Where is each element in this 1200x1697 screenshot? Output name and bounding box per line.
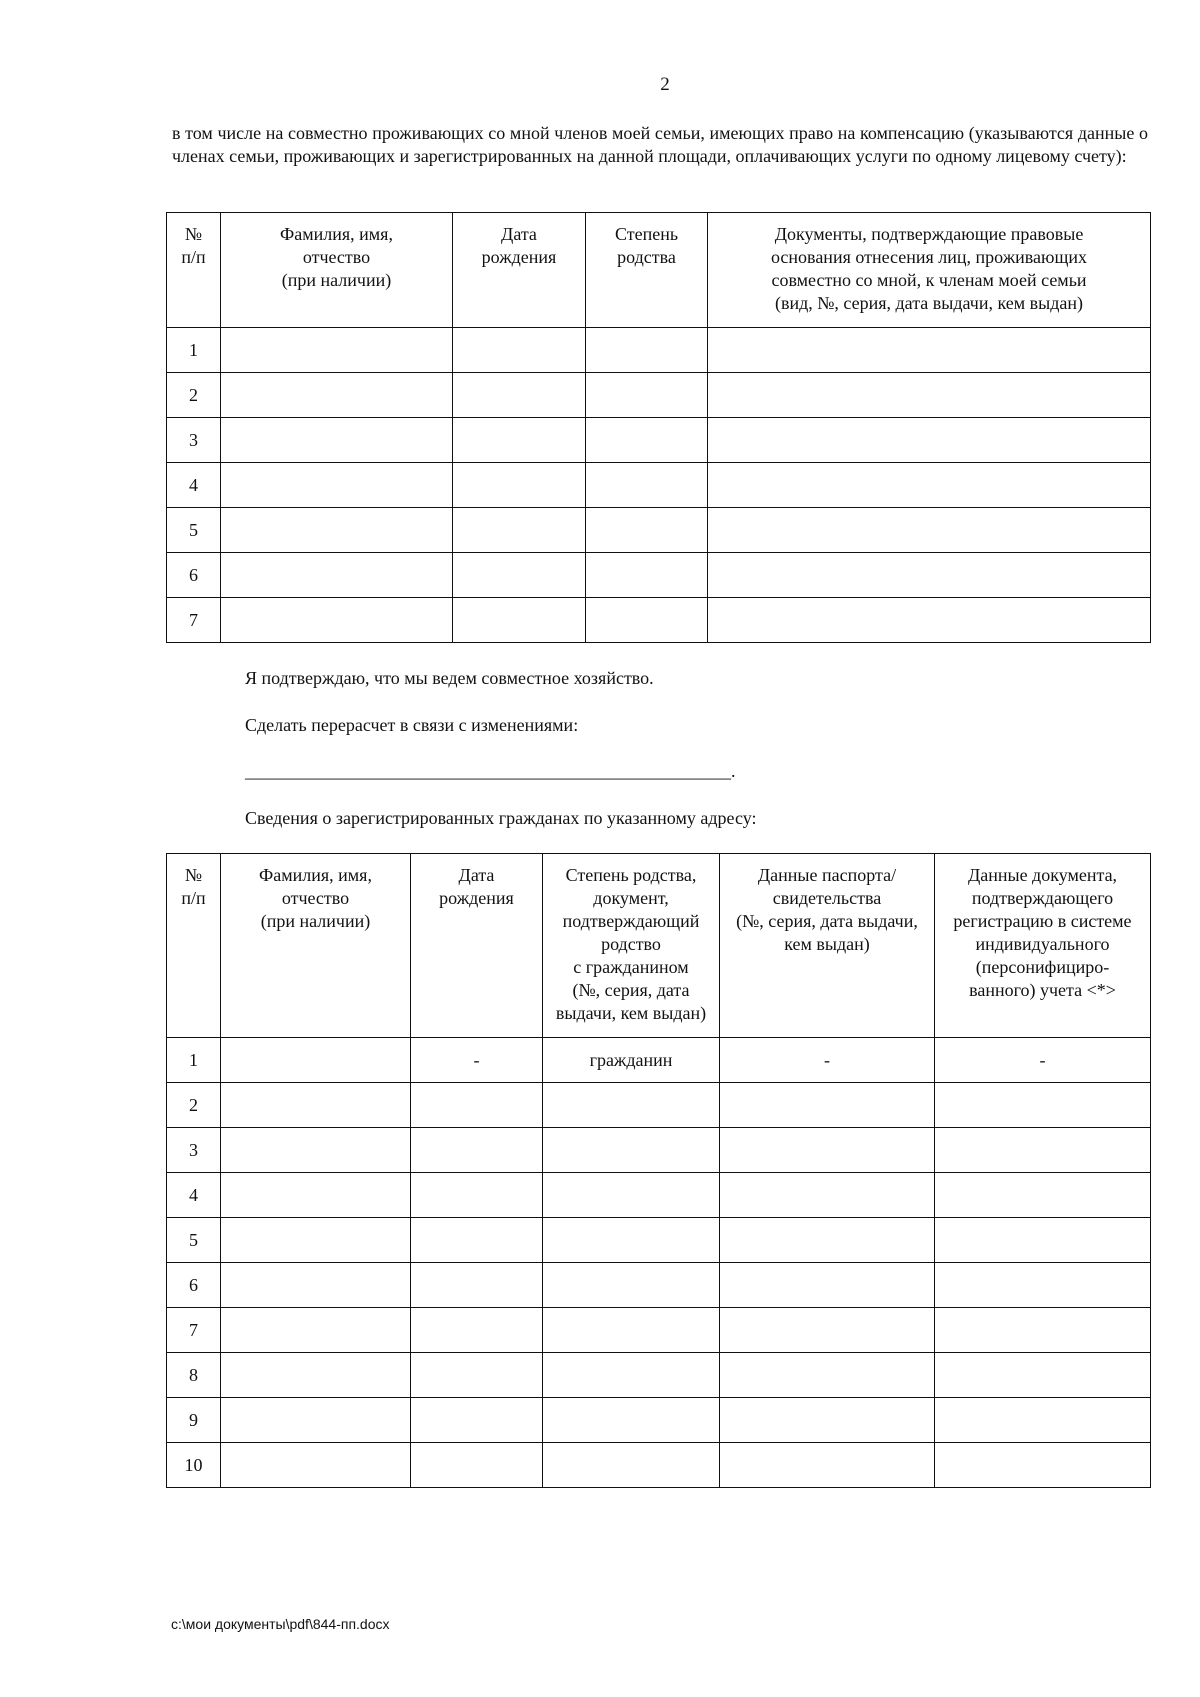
passport-cell[interactable] xyxy=(720,1173,935,1218)
passport-cell[interactable] xyxy=(720,1083,935,1128)
col-name-header: Фамилия, имя, отчество (при наличии) xyxy=(221,854,411,1038)
name-cell[interactable] xyxy=(221,508,453,553)
name-cell[interactable] xyxy=(221,373,453,418)
kinship-cell: гражданин xyxy=(543,1038,720,1083)
name-cell[interactable] xyxy=(221,553,453,598)
birthdate-cell[interactable] xyxy=(453,553,586,598)
kinship-cell[interactable] xyxy=(586,598,708,643)
passport-cell[interactable] xyxy=(720,1218,935,1263)
name-cell[interactable] xyxy=(221,1263,411,1308)
kinship-cell[interactable] xyxy=(543,1263,720,1308)
registered-citizens-label: Сведения о зарегистрированных гражданах по указанному адресу: xyxy=(245,808,757,828)
kinship-cell[interactable] xyxy=(543,1443,720,1488)
registration-doc-cell[interactable] xyxy=(935,1443,1151,1488)
birthdate-cell[interactable] xyxy=(453,508,586,553)
registration-doc-cell[interactable] xyxy=(935,1353,1151,1398)
passport-cell[interactable] xyxy=(720,1353,935,1398)
footer-file-path: c:\мои документы\pdf\844-пп.docx xyxy=(171,1616,390,1632)
birthdate-cell[interactable] xyxy=(453,598,586,643)
name-cell[interactable] xyxy=(221,1443,411,1488)
registration-doc-cell[interactable] xyxy=(935,1263,1151,1308)
row-number: 1 xyxy=(167,1038,221,1083)
passport-cell[interactable] xyxy=(720,1263,935,1308)
name-cell[interactable] xyxy=(221,1308,411,1353)
row-number: 7 xyxy=(167,598,221,643)
table-row xyxy=(167,1398,1151,1443)
row-number: 5 xyxy=(167,508,221,553)
col-number-header: № п/п xyxy=(167,854,221,1038)
kinship-cell[interactable] xyxy=(586,373,708,418)
kinship-cell[interactable] xyxy=(586,463,708,508)
name-cell[interactable] xyxy=(221,1173,411,1218)
table-row xyxy=(167,553,1151,598)
table-row xyxy=(167,1128,1151,1173)
birthdate-cell[interactable] xyxy=(453,328,586,373)
table-row xyxy=(167,463,1151,508)
birthdate-cell[interactable] xyxy=(411,1128,543,1173)
birthdate-cell[interactable] xyxy=(411,1083,543,1128)
kinship-cell[interactable] xyxy=(586,328,708,373)
birthdate-cell[interactable] xyxy=(453,463,586,508)
registration-doc-cell[interactable] xyxy=(935,1083,1151,1128)
name-cell[interactable] xyxy=(221,598,453,643)
passport-cell[interactable] xyxy=(720,1443,935,1488)
birthdate-cell[interactable] xyxy=(411,1398,543,1443)
row-number: 10 xyxy=(167,1443,221,1488)
household-statement: Я подтверждаю, что мы ведем совместное хозяйство. xyxy=(245,668,654,688)
kinship-cell[interactable] xyxy=(586,508,708,553)
registration-doc-cell[interactable] xyxy=(935,1308,1151,1353)
col-number-header: № п/п xyxy=(167,213,221,328)
col-registration-doc-header: Данные документа, подтверждающего регистрацию в системе индивидуального (персонифициро- ванного) учета <*> xyxy=(935,854,1151,1038)
passport-cell[interactable] xyxy=(720,1398,935,1443)
family-members-table xyxy=(166,212,1151,643)
table-row xyxy=(167,1083,1151,1128)
row-number: 2 xyxy=(167,1083,221,1128)
birthdate-cell: - xyxy=(411,1038,543,1083)
col-documents-header: Документы, подтверждающие правовые основания отнесения лиц, проживающих совместно со мной, к членам моей семьи (вид, №, серия, дата выдачи, кем выдан) xyxy=(708,213,1151,328)
row-number: 8 xyxy=(167,1353,221,1398)
name-cell[interactable] xyxy=(221,1083,411,1128)
row-number: 5 xyxy=(167,1218,221,1263)
table-row xyxy=(167,328,1151,373)
table-row xyxy=(167,1263,1151,1308)
name-cell[interactable] xyxy=(221,1398,411,1443)
kinship-cell[interactable] xyxy=(543,1398,720,1443)
birthdate-cell[interactable] xyxy=(411,1263,543,1308)
documents-cell[interactable] xyxy=(708,598,1151,643)
birthdate-cell[interactable] xyxy=(453,418,586,463)
documents-cell[interactable] xyxy=(708,463,1151,508)
name-cell[interactable] xyxy=(221,463,453,508)
row-number: 3 xyxy=(167,418,221,463)
documents-cell[interactable] xyxy=(708,553,1151,598)
table-header-row xyxy=(167,854,1151,1038)
table-header-row xyxy=(167,213,1151,328)
birthdate-cell[interactable] xyxy=(411,1173,543,1218)
kinship-cell[interactable] xyxy=(543,1353,720,1398)
name-cell[interactable] xyxy=(221,1218,411,1263)
table-row xyxy=(167,598,1151,643)
col-birthdate-header: Дата рождения xyxy=(453,213,586,328)
col-name-header: Фамилия, имя, отчество (при наличии) xyxy=(221,213,453,328)
table-row xyxy=(167,1443,1151,1488)
birthdate-cell[interactable] xyxy=(411,1218,543,1263)
passport-cell: - xyxy=(720,1038,935,1083)
table-row xyxy=(167,1038,1151,1083)
name-cell[interactable] xyxy=(221,1128,411,1173)
birthdate-cell[interactable] xyxy=(411,1443,543,1488)
documents-cell[interactable] xyxy=(708,418,1151,463)
birthdate-cell[interactable] xyxy=(411,1308,543,1353)
name-cell[interactable] xyxy=(221,1353,411,1398)
row-number: 9 xyxy=(167,1398,221,1443)
row-number: 4 xyxy=(167,463,221,508)
col-kinship-header: Степень родства xyxy=(586,213,708,328)
documents-cell[interactable] xyxy=(708,508,1151,553)
kinship-cell[interactable] xyxy=(586,553,708,598)
kinship-cell[interactable] xyxy=(543,1308,720,1353)
col-birthdate-header: Дата рождения xyxy=(411,854,543,1038)
row-number: 2 xyxy=(167,373,221,418)
row-number: 6 xyxy=(167,553,221,598)
recalculation-label: Сделать перерасчет в связи с изменениями: xyxy=(245,715,579,735)
registration-doc-cell[interactable] xyxy=(935,1173,1151,1218)
name-cell[interactable] xyxy=(221,418,453,463)
kinship-cell[interactable] xyxy=(586,418,708,463)
registration-doc-cell[interactable] xyxy=(935,1128,1151,1173)
documents-cell[interactable] xyxy=(708,328,1151,373)
name-cell[interactable] xyxy=(221,1038,411,1083)
kinship-cell[interactable] xyxy=(543,1173,720,1218)
recalculation-blank-line[interactable]: ______________________________________________________. xyxy=(245,761,736,781)
table-row xyxy=(167,1218,1151,1263)
row-number: 1 xyxy=(167,328,221,373)
kinship-cell[interactable] xyxy=(543,1083,720,1128)
registration-doc-cell[interactable] xyxy=(935,1398,1151,1443)
registration-doc-cell[interactable] xyxy=(935,1218,1151,1263)
birthdate-cell[interactable] xyxy=(453,373,586,418)
table-row xyxy=(167,1173,1151,1218)
table-row xyxy=(167,1308,1151,1353)
passport-cell[interactable] xyxy=(720,1128,935,1173)
birthdate-cell[interactable] xyxy=(411,1353,543,1398)
col-kinship-header: Степень родства, документ, подтверждающий родство с гражданином (№, серия, дата выдачи, кем выдан) xyxy=(543,854,720,1038)
passport-cell[interactable] xyxy=(720,1308,935,1353)
intro-paragraph: в том числе на совместно проживающих со мной членов моей семьи, имеющих право на компенсацию (указываются данные о членах семьи, проживающих и зарегистрированных на данной площади, оплачивающих услуги по одному лицевому счету): xyxy=(172,123,1148,166)
row-number: 6 xyxy=(167,1263,221,1308)
row-number: 7 xyxy=(167,1308,221,1353)
table-row xyxy=(167,508,1151,553)
registration-doc-cell: - xyxy=(935,1038,1151,1083)
kinship-cell[interactable] xyxy=(543,1128,720,1173)
kinship-cell[interactable] xyxy=(543,1218,720,1263)
col-passport-header: Данные паспорта/ свидетельства (№, серия, дата выдачи, кем выдан) xyxy=(720,854,935,1038)
table-row xyxy=(167,1353,1151,1398)
page-number: 2 xyxy=(660,74,670,95)
table-row xyxy=(167,373,1151,418)
documents-cell[interactable] xyxy=(708,373,1151,418)
table-row xyxy=(167,418,1151,463)
name-cell[interactable] xyxy=(221,328,453,373)
row-number: 3 xyxy=(167,1128,221,1173)
registered-citizens-table xyxy=(166,853,1151,1488)
row-number: 4 xyxy=(167,1173,221,1218)
